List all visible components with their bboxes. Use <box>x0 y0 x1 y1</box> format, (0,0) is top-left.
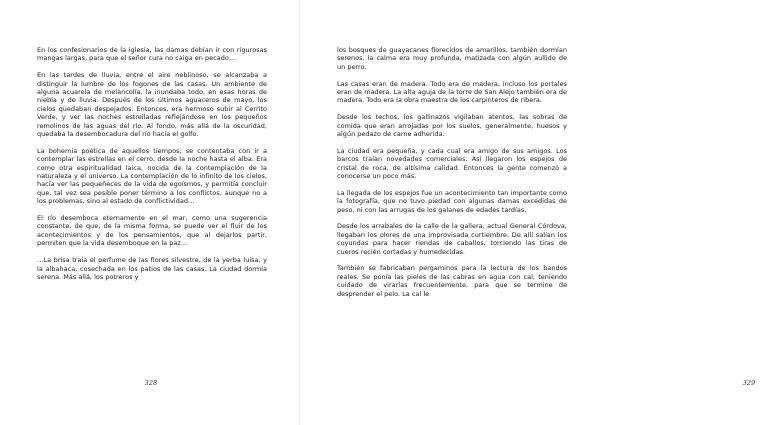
paragraph: Desde los techos, los gallinazos vigilaban atentos, las sobras de comida que eran arrojadas por los suelos, generalmente, huesos y algún pedazo de carne adherida. <box>337 113 567 139</box>
paragraph: Las casas eran de madera. Todo era de madera, incluso los portales eran de madera. La alta aguja de la torre de San Alejo también era de madera. Todo era la obra maestra de los carpinteros de ribera. <box>337 79 567 105</box>
paragraph: …La brisa traía el perfume de las flores silvestre, de la yerba luisa, y la albahaca, cosechada en los patios de las casas. La ciudad dormía serena. Más allá, los potreros y <box>37 256 267 281</box>
left-page <box>0 0 300 425</box>
paragraph: También se fabricaban pergaminos para la lectura de los bandos reales. Se ponía las pieles de las cabras en agua con cal, teniendo cuidado de virarlas frecuentemente, para que se termine de desprender el pelo. La cal le <box>337 264 567 298</box>
paragraph: La llegada de los espejos fue un acontecimiento tan importante como la fotografía, que no tuvo piedad con algunas damas excedidas de peso, ni con las arrugas de los galanes de edades tardías. <box>337 188 567 214</box>
paragraph: Desde los arrabales de la calle de la gallera, actual General Córdova, llegaban los olores de una improvisada curtiembre. De allí salían los coyundas para hacer riendas de caballos, torciendo las tiras de cueros recién cortadas y humedecidas. <box>337 222 567 256</box>
paragraph: En las tardes de lluvia, entre el aire neblinoso, se alcanzaba a distinguir la lumbre de los fogones de las casas. Un ambiente de alguna acuarela de melancolía, la inundaba todo, en esas horas de niebla y de lluvia. Después de los últimos aguaceros de mayo, los cielos quedaban despejados. Entonces, era hermoso subir al Cerrito Verde, y ver las noches estrelladas reflejándose en los pequeños remolinos de las aguas del río. Al fondo, más allá de la oscuridad, quedaba la desembocadura del río hacia el golfo. <box>37 71 267 139</box>
paragraph: La ciudad era pequeña, y cada cual era amigo de sus amigos. Los barcos traían novedades comerciales. Así llegaron los espejos de cristal de roca, de altísima calidad. Entonces la gente comenzó a conocerse un poco más. <box>337 146 567 181</box>
paragraph: los bosques de guayacanes florecidos de amarillos, también dormían serenos, la calma era muy profunda, matizada con algún aullido de un perro. <box>337 46 567 71</box>
paragraph: La bohemia poética de aquellos tiempos, se contentaba con ir a contemplar las estrellas en el cerro, desde la noche hasta el alba. Era como otra espiritualidad laica, nocida de la contemplación de la naturaleza y el universo. La contemplación de lo infinito de los cielos, hacía ver las pequeñeces de la vida de egoísmos, y permitía concluir que, tal vez sea posible poner término a los conflictos, aunque no a los problemas, sino al estado de conflictividad… <box>37 146 267 206</box>
page-number: 329 <box>742 379 756 387</box>
page-number: 328 <box>144 379 158 387</box>
left-page-text <box>37 46 267 290</box>
paragraph: El río desemboca eternamente en el mar, como una sugerencia constante, de que, de la misma forma, se puede ver el fluir de los acontecimientos y de los pensamientos, que al dejarlos partir, permiten que la vida desemboque en la paz… <box>37 214 267 248</box>
right-page-text <box>337 46 567 306</box>
paragraph: En los confesionarios de la iglesia, las damas debían ir con rigurosas mangas largas, para que el señor cura no caiga en pecado… <box>37 46 267 63</box>
